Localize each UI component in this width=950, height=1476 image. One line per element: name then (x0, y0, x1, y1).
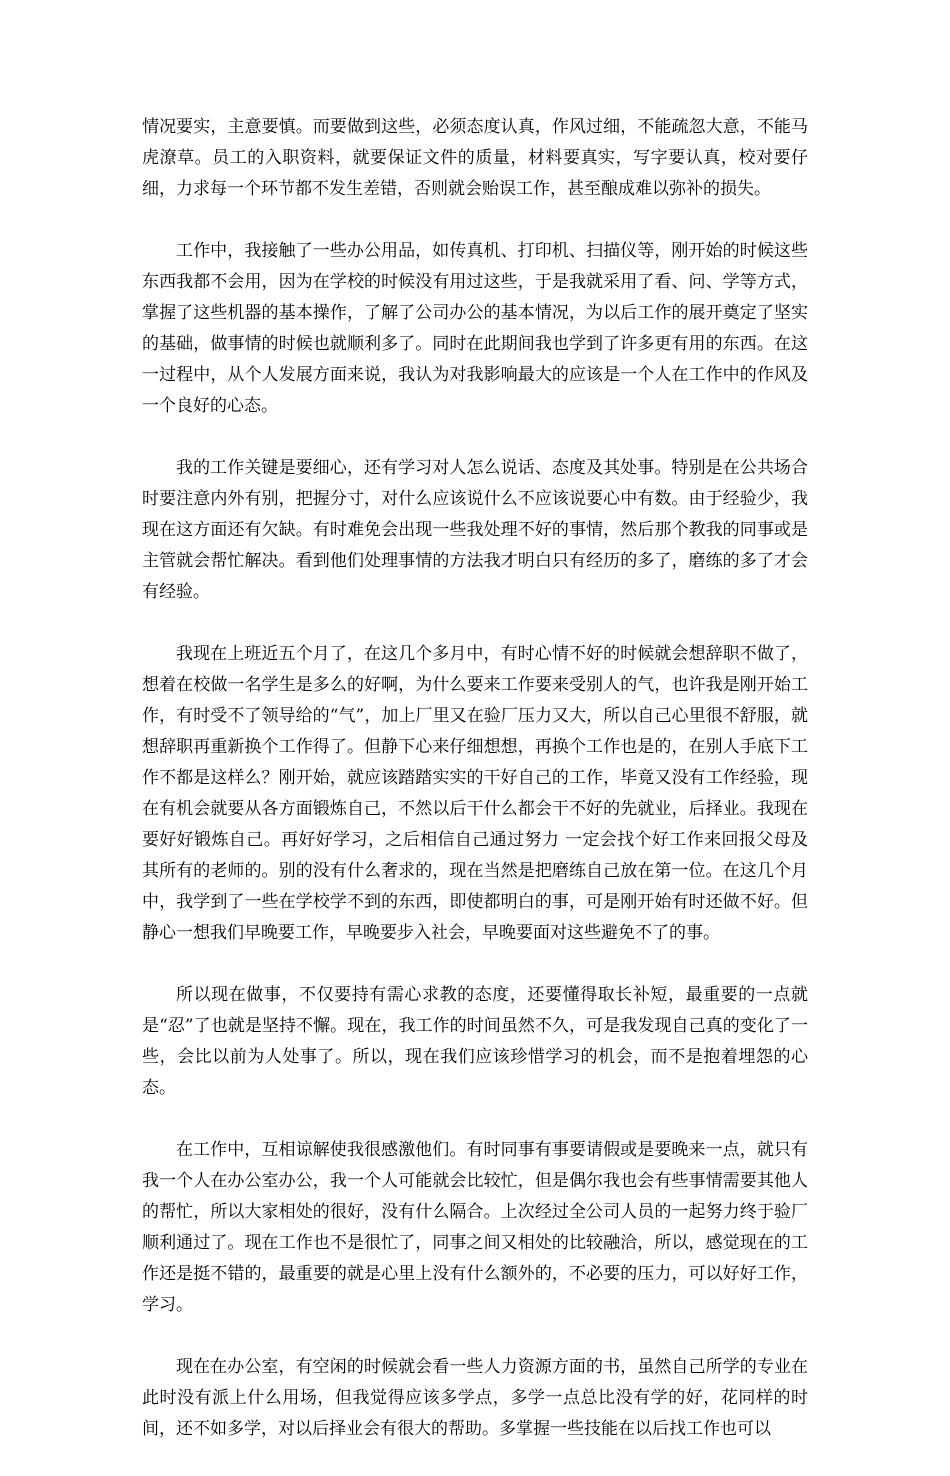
paragraph-3: 我的工作关键是要细心，还有学习对人怎么说话、态度及其处事。特别是在公共场合时要注意内外有别，把握分寸，对什么应该说什么不应该说要心中有数。由于经验少，我现在这方面还有欠缺。有时难免会出现一些我处理不好的事情，然后那个教我的同事或是主管就会帮忙解决。看到他们处理事情的方法我才明白只有经历的多了，磨练的多了才会有经验。 (142, 458, 808, 602)
paragraph-2: 工作中，我接触了一些办公用品，如传真机、打印机、扫描仪等，刚开始的时候这些东西我都不会用，因为在学校的时候没有用过这些，于是我就采用了看、问、学等方式，掌握了这些机器的基本操作，了解了公司办公的基本情况，为以后工作的展开奠定了坚实的基础，做事情的时候也就顺利多了。同时在此期间我也学到了许多更有用的东西。在这一过程中，从个人发展方面来说，我认为对我影响最大的应该是一个人在工作中的作风及一个良好的心态。 (142, 241, 808, 416)
paragraph-1: 情况要实，主意要慎。而要做到这些，必须态度认真，作风过细，不能疏忽大意，不能马虎潦草。员工的入职资料，就要保证文件的质量，材料要真实，写字要认真，校对要仔细，力求每一个环节都不发生差错，否则就会贻误工作，甚至酿成难以弥补的损失。 (142, 117, 808, 199)
paragraph-4: 我现在上班近五个月了，在这几个多月中，有时心情不好的时候就会想辞职不做了，想着在校做一名学生是多么的好啊，为什么要来工作要来受别人的气，也许我是刚开始工作，有时受不了领导给的“气”，加上厂里又在验厂压力又大，所以自己心里很不舒服，就想辞职再重新换个工作得了。但静下心来仔细想想，再换个工作也是的，在别人手底下工作不都是这样么？刚开始，就应该踏踏实实的干好自己的工作，毕竟又没有工作经验，现在有机会就要从各方面锻炼自己，不然以后干什么都会干不好的先就业，后择业。我现在要好好锻炼自己。再好好学习，之后相信自己通过努力 一定会找个好工作来回报父母及其所有的老师的。别的没有什么奢求的，现在当然是把磨练自己放在第一位。在这几个月中，我学到了一些在学校学不到的东西，即使都明白的事，可是刚开始有时还做不好。但静心一想我们早晚要工作，早晚要步入社会，早晚要面对这些避免不了的事。 (142, 644, 808, 943)
document-body (142, 112, 808, 1476)
paragraph-5: 所以现在做事，不仅要持有需心求教的态度，还要懂得取长补短，最重要的一点就是“忍”了也就是坚持不懈。现在，我工作的时间虽然不久，可是我发现自己真的变化了一些，会比以前为人处事了。所以，现在我们应该珍惜学习的机会，而不是抱着埋怨的心态。 (142, 985, 808, 1098)
paragraph-7: 现在在办公室，有空闲的时候就会看一些人力资源方面的书，虽然自己所学的专业在此时没有派上什么用场，但我觉得应该多学点，多学一点总比没有学的好，花同样的时间，还不如多学，对以后择业会有很大的帮助。多掌握一些技能在以后找工作也可以 (142, 1357, 808, 1439)
paragraph-6: 在工作中，互相谅解使我很感激他们。有时同事有事要请假或是要晚来一点，就只有我一个人在办公室办公，我一个人可能就会比较忙，但是偶尔我也会有些事情需要其他人的帮忙，所以大家相处的很好，没有什么隔合。上次经过全公司人员的一起努力终于验厂顺利通过了。现在工作也不是很忙了，同事之间又相处的比较融洽，所以，感觉现在的工作还是挺不错的，最重要的就是心里上没有什么额外的，不必要的压力，可以好好工作，学习。 (142, 1140, 808, 1315)
